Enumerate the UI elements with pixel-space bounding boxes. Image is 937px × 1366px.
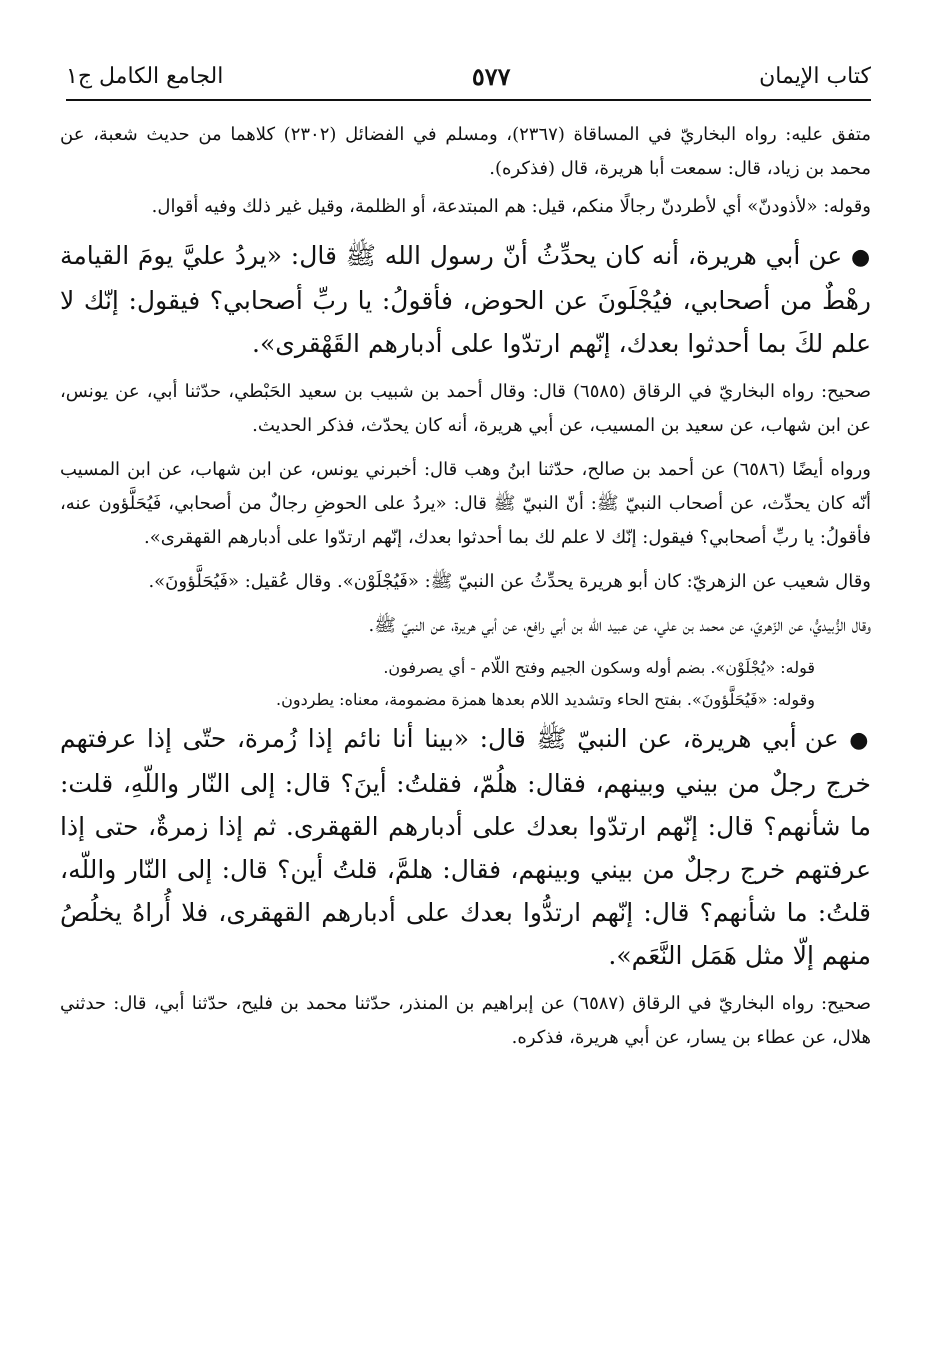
- bullet-icon: ●: [849, 728, 871, 753]
- bullet-icon: ●: [850, 245, 872, 270]
- page-header: [66, 56, 871, 96]
- commentary-paragraph: وقوله: «لأذودنّ» أي لأطردنّ رجالًا منكم، قيل: هم المبتدعة، أو الظلمة، وقيل غير ذلك وفيه أقوال.: [151, 196, 871, 217]
- book-title: الجامع الكامل ج١: [66, 63, 224, 89]
- chapter-title: كتاب الإيمان: [759, 63, 871, 89]
- takhrij-paragraph: صحيح: رواه البخاريّ في الرقاق (٦٥٨٥) قال: وقال أحمد بن شبيب بن سعيد الحَبْطي، حدّثنا أبي، عن يونس، عن ابن شهاب، عن سعيد بن المسيب، عن أبي هريرة، أنه كان يحدّث، فذكر الحديث.: [60, 381, 871, 436]
- takhrij-paragraph: وقال شعيب عن الزهريّ: كان أبو هريرة يحدِّثُ عن النبيّ ﷺ: «فَيُجْلَوْن». وقال عُقيل: «فَيُحَلَّؤونَ».: [148, 571, 871, 592]
- page-number: ٥٧٧: [471, 61, 511, 91]
- takhrij-paragraph: صحيح: رواه البخاريّ في الرقاق (٦٥٨٧) عن إبراهيم بن المنذر، حدّثنا محمد بن فليح، حدّثنا أبي، قال: حدثني هلال، عن عطاء بن يسار، عن أبي هريرة، فذكره.: [60, 993, 871, 1048]
- takhrij-paragraph: وقال الزُّبيديُّ، عن الزّهريّ، عن محمد بن علي، عن عبيد الله بن أبي رافع، عن أبي هريرة، عن النبيّ ﷺ.: [368, 615, 871, 636]
- explanation-note: قوله: «يُجْلَوْن». بضم أوله وسكون الجيم وفتح اللّام - أي يصرفون.: [383, 658, 815, 677]
- hadith-body: عن أبي هريرة، عن النبيّ ﷺ قال: «بينا أنا نائم إذا زُمرة، حتّى إذا عرفتهم خرج رجلٌ من بيني وبينهم، فقال: هلُمّ، فقلتُ: أينَ؟ قال: إلى النّار واللّهِ، قلت: ما شأنهم؟ قال: إنّهم ارتدّوا بعدك على أدبارهم القهقرى. ثم إذا زمرةٌ، حتى إذا عرفتهم خرج رجلٌ من بيني وبينهم، فقال: هلمَّ، قلتُ أين؟ قال: إلى النّار واللّه، قلتُ: ما شأنهم؟ قال: إنّهم ارتدُّوا بعدك على أدبارهم القهقرى، فلا أُراهُ يخلُصُ منهم إلّا مثل هَمَل النَّعَم».: [60, 724, 871, 970]
- hadith-text: [60, 717, 871, 977]
- takhrij-paragraph: ورواه أيضًا (٦٥٨٦) عن أحمد بن صالح، حدّثنا ابنُ وهب قال: أخبرني يونس، عن ابن شهاب، عن ابن المسيب أنّه كان يحدِّث، عن أصحاب النبيّ ﷺ: أنّ النبيّ ﷺ قال: «يردُ على الحوضِ رجالٌ من أصحابي، فَيُحَلَّؤون عنه، فأقولُ: يا ربِّ أصحابي؟ فيقول: إنّك لا علم لك بما أحدثوا بعدك، إنّهم ارتدّوا على أدبارهم القهقرى».: [60, 459, 871, 548]
- takhrij-paragraph: متفق عليه: رواه البخاريّ في المساقاة (٢٣٦٧)، ومسلم في الفضائل (٢٣٠٢) كلاهما من حديث شعبة، عن محمد بن زياد، قال: سمعت أبا هريرة، قال (فذكره).: [60, 124, 871, 179]
- header-divider: [66, 99, 871, 101]
- explanation-note: وقوله: «فَيُحَلَّؤونَ». بفتح الحاء وتشديد اللام بعدها همزة مضمومة، معناه: يطردون.: [276, 690, 815, 709]
- hadith-body: عن أبي هريرة، أنه كان يحدِّثُ أنّ رسول الله ﷺ قال: «يردُ عليَّ يومَ القيامة رهْطٌ من أصحابي، فيُجْلَونَ عن الحوض، فأقولُ: يا ربِّ أصحابي؟ فيقول: إنّك لا علم لكَ بما أحدثوا بعدك، إنّهم ارتدّوا على أدبارهم القَهْقرى».: [60, 241, 871, 358]
- page-body: [60, 118, 871, 1065]
- hadith-text: [60, 234, 871, 365]
